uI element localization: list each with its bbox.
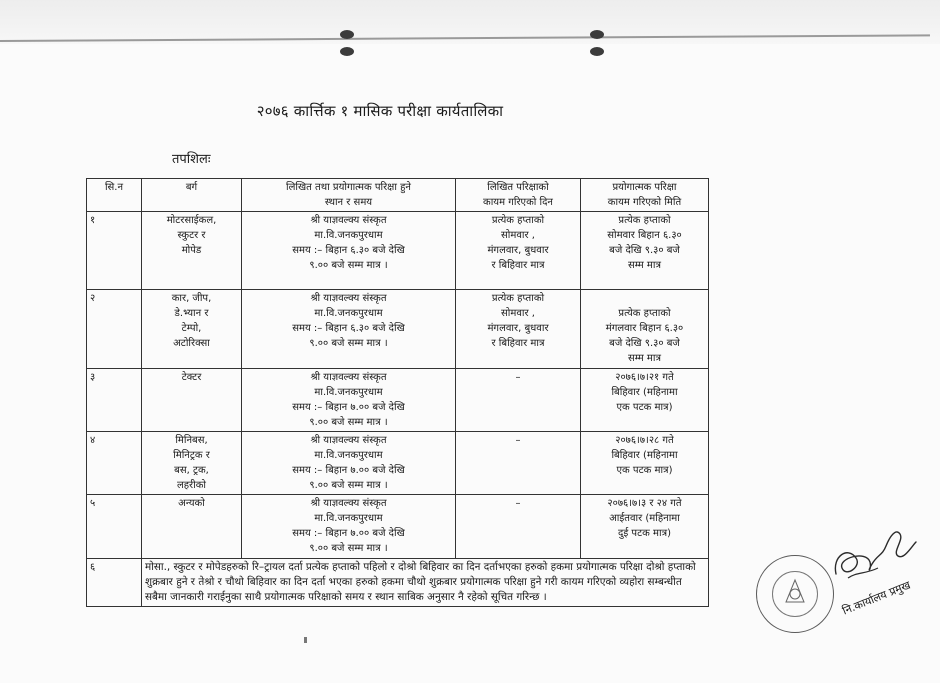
header-practical-date: प्रयोगात्मक परिक्षा कायम गरिएको मिति (581, 179, 709, 212)
signatory-title: नि.कार्यालय प्रमुख (840, 578, 913, 618)
emblem-icon (772, 571, 818, 617)
row-venue: श्री याज्ञवल्क्य संस्कृत मा.वि.जनकपुरधाम समय :– बिहान ७.०० बजे देखि ९.०० बजे सम्म मात्र । (242, 369, 456, 432)
row-category: मिनिबस, मिनिट्रक र बस, ट्रक, लहरीको (142, 432, 242, 495)
row-sn: २ (87, 290, 142, 369)
row-category: टेक्टर (142, 369, 242, 432)
office-stamp (756, 555, 834, 633)
table-row (87, 495, 709, 559)
row-sn: १ (87, 212, 142, 290)
row-venue: श्री याज्ञवल्क्य संस्कृत मा.वि.जनकपुरधाम समय :– बिहान ६.३० बजे देखि ९.०० बजे सम्म मात्र । (242, 212, 456, 290)
table-row (87, 432, 709, 495)
row-category: अन्यको (142, 495, 242, 559)
row-category: मोटरसाईकल, स्कुटर र मोपेड (142, 212, 242, 290)
row-sn: ४ (87, 432, 142, 495)
row-written-day: प्रत्येक हप्ताको सोमवार , मंगलवार, बुधवार र बिहिवार मात्र (456, 212, 581, 290)
note-row (87, 559, 709, 607)
note-text: मोसा., स्कुटर र मोपेडहरुको रि–ट्रायल दर्ता प्रत्येक हप्ताको पहिलो र दोश्रो बिहिवार का दिन दर्ताभएका हरुको हकमा प्रयोगात्मक परिक्षा दोश्रो हप्ताको शुक्रबार हुने र तेश्रो र चौथो बिहिवार का दिन दर्ता भएका हरुको हकमा चौथो शुक्रबार प्रयोगात्मक परिक्षा हुने गरी कायम गरिएको व्यहोरा सम्बन्धीत सबैमा जानकारी गराईनुका साथै प्रयोगात्मक परिक्षाको समय र स्थान साबिक अनुसार नै रहेको सूचित गरिन्छ । (142, 559, 709, 607)
exam-schedule-table (86, 178, 709, 607)
table-header-row (87, 179, 709, 212)
document-subtitle: तपशिलः (172, 152, 211, 167)
row-venue: श्री याज्ञवल्क्य संस्कृत मा.वि.जनकपुरधाम समय :– बिहान ७.०० बजे देखि ९.०० बजे सम्म मात्र । (242, 495, 456, 559)
row-written-day: प्रत्येक हप्ताको सोमवार , मंगलवार, बुधवार र बिहिवार मात्र (456, 290, 581, 369)
signature-icon (826, 516, 922, 588)
table-row (87, 212, 709, 290)
row-written-day: – (456, 432, 581, 495)
document-title: २०७६ कार्त्तिक १ मासिक परीक्षा कार्यतालिका (256, 102, 504, 120)
header-venue-time: लिखित तथा प्रयोगात्मक परिक्षा हुने स्थान र समय (242, 179, 456, 212)
punch-hole-icon (590, 47, 604, 56)
punch-hole-icon (340, 47, 354, 56)
row-practical-date: २०७६।७।२८ गते बिहिवार (महिनामा एक पटक मात्र) (581, 432, 709, 495)
row-practical-date: प्रत्येक हप्ताको मंगलवार बिहान ६.३० बजे देखि ९.३० बजे सम्म मात्र (581, 290, 709, 369)
row-venue: श्री याज्ञवल्क्य संस्कृत मा.वि.जनकपुरधाम समय :– बिहान ७.०० बजे देखि ९.०० बजे सम्म मात्र । (242, 432, 456, 495)
row-practical-date: २०७६।७।३ र २४ गते आईतवार (महिनामा दुई पटक मात्र) (581, 495, 709, 559)
header-category: बर्ग (142, 179, 242, 212)
row-practical-date: २०७६।७।२१ गते बिहिवार (महिनामा एक पटक मात्र) (581, 369, 709, 432)
row-practical-date: प्रत्येक हप्ताको सोमवार बिहान ६.३० बजे देखि ९.३० बजे सम्म मात्र (581, 212, 709, 290)
table-row (87, 369, 709, 432)
header-sn: सि.न (87, 179, 142, 212)
punch-hole-icon (590, 30, 604, 39)
row-venue: श्री याज्ञवल्क्य संस्कृत मा.वि.जनकपुरधाम समय :– बिहान ६.३० बजे देखि ९.०० बजे सम्म मात्र । (242, 290, 456, 369)
row-sn: ५ (87, 495, 142, 559)
row-category: कार, जीप, डे.भ्यान र टेम्पो, अटोरिक्सा (142, 290, 242, 369)
note-sn: ६ (87, 559, 142, 607)
table-row (87, 290, 709, 369)
punch-hole-icon (340, 30, 354, 39)
row-written-day: – (456, 369, 581, 432)
row-written-day: – (456, 495, 581, 559)
scan-mark (304, 637, 307, 643)
header-written-day: लिखित परिक्षाको कायम गरिएको दिन (456, 179, 581, 212)
row-sn: ३ (87, 369, 142, 432)
